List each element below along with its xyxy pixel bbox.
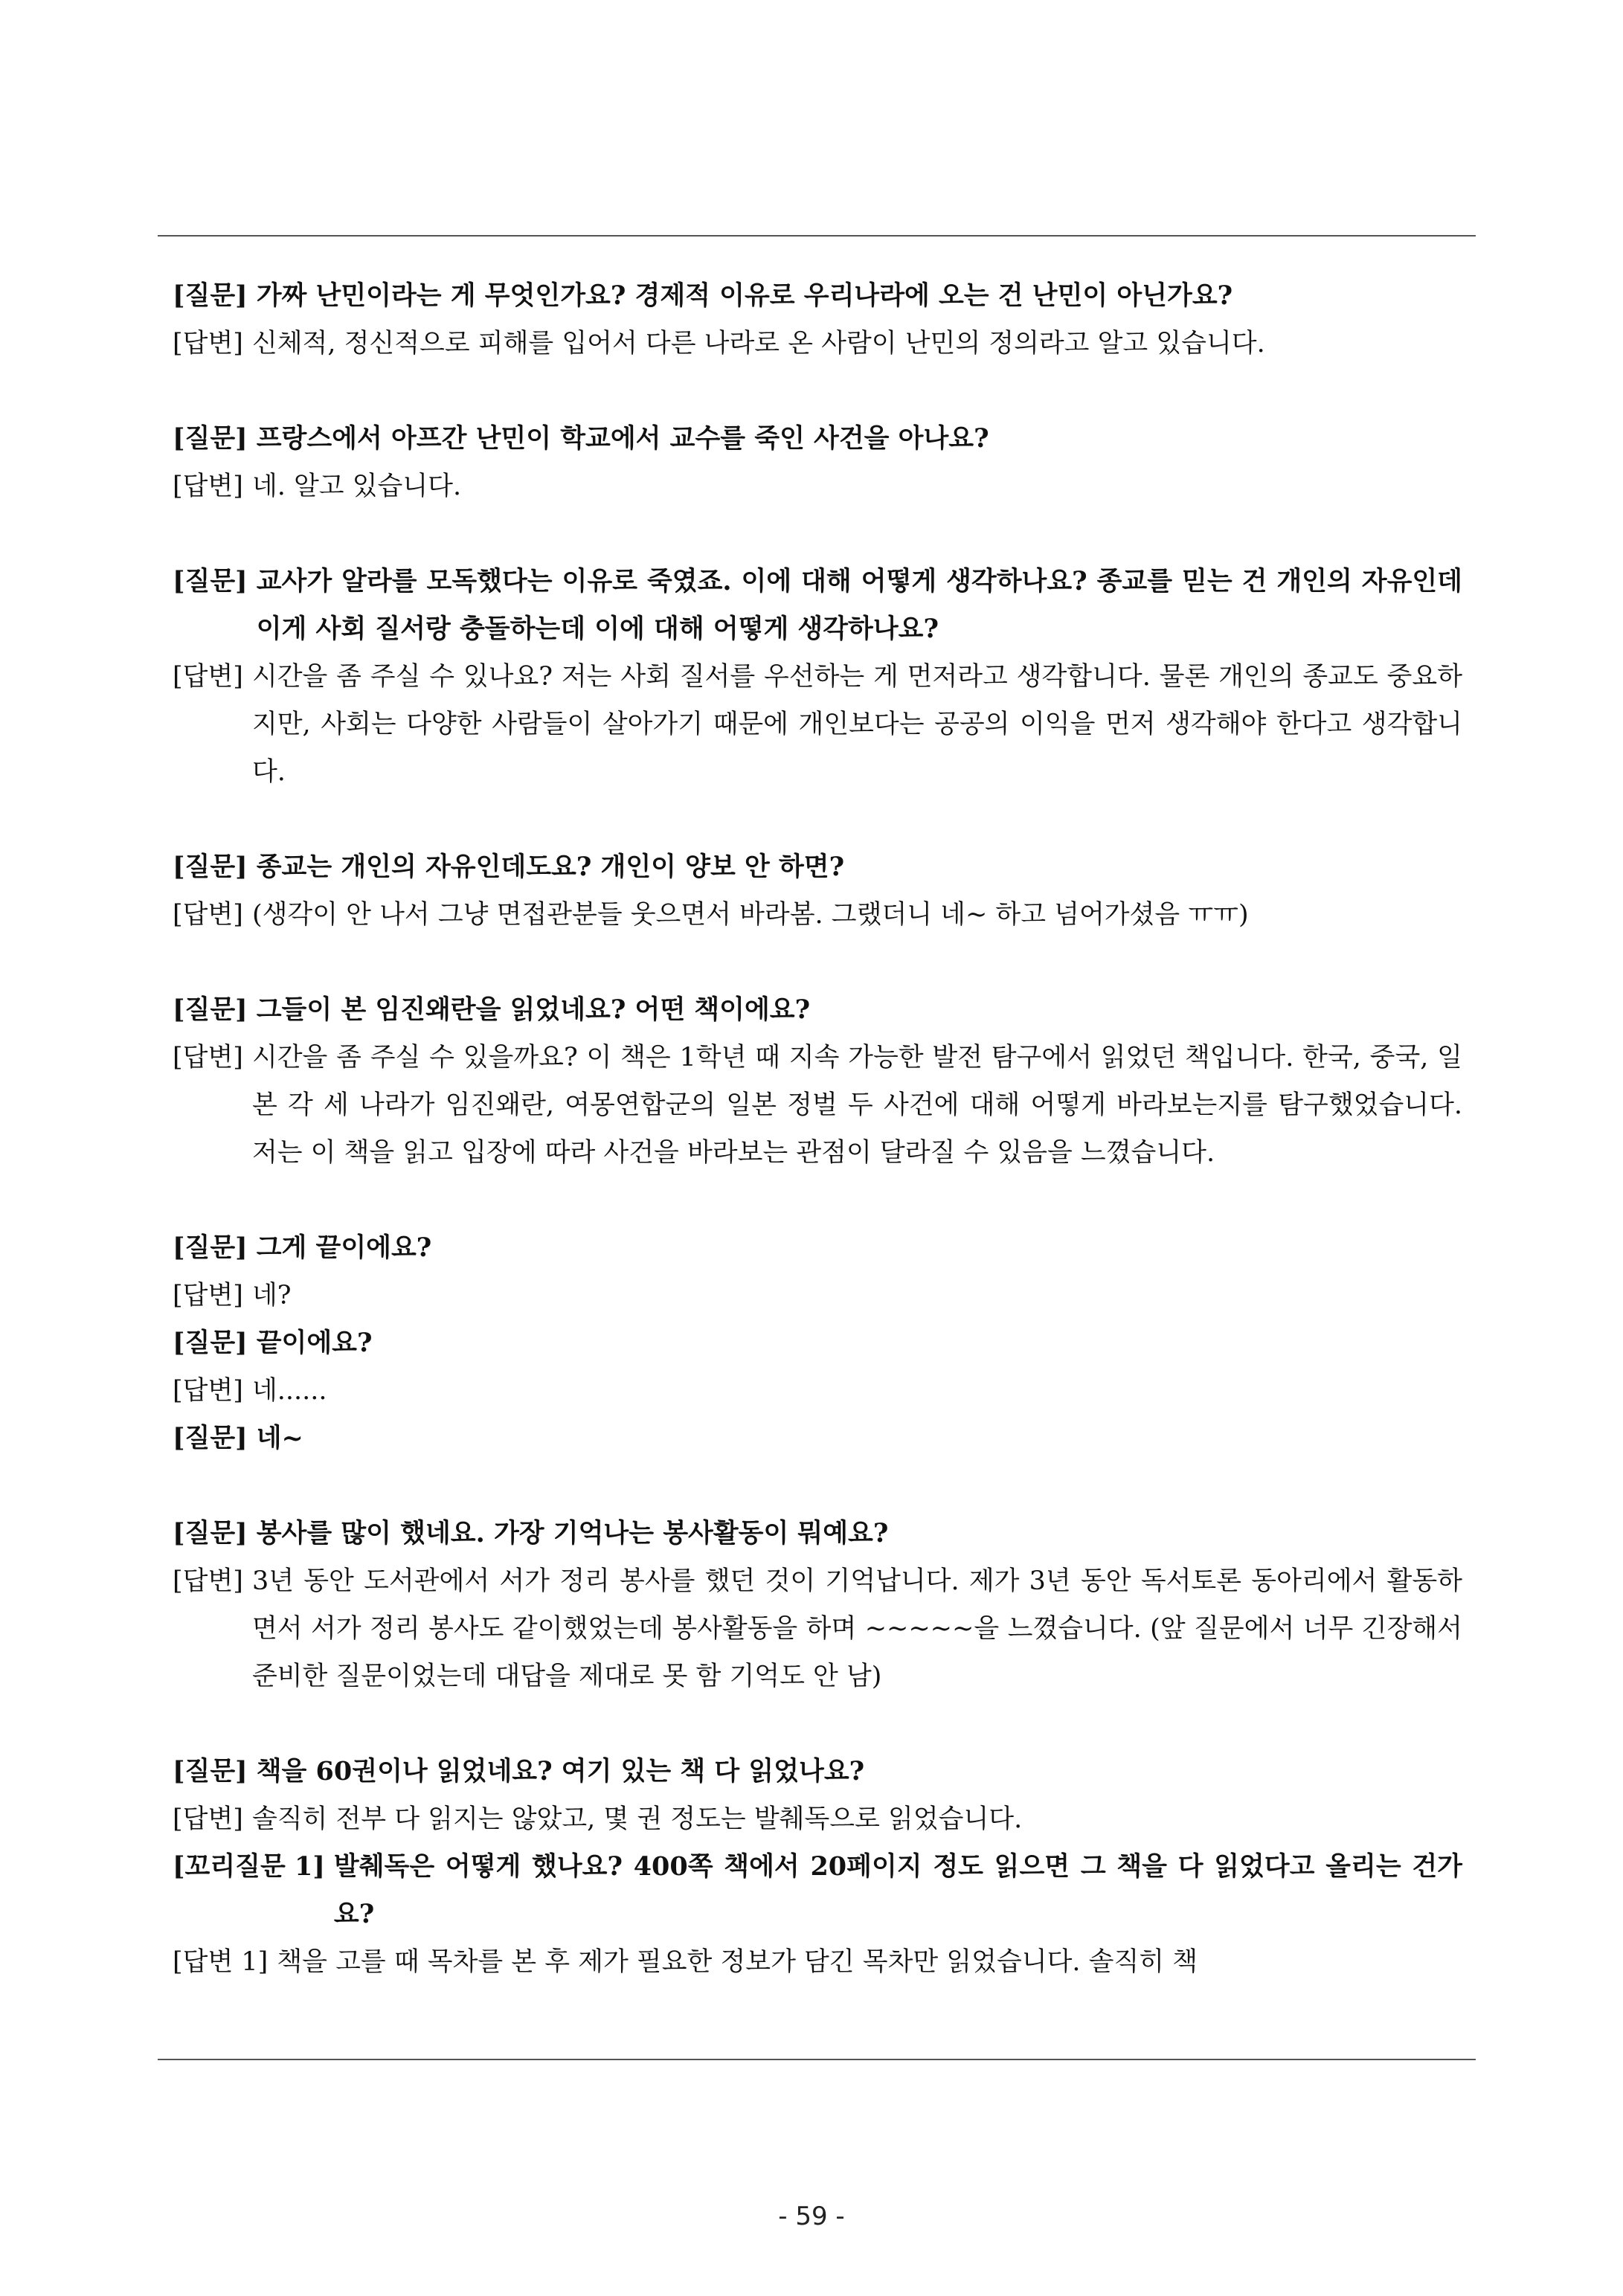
answer-text: 솔직히 전부 다 읽지는 않았고, 몇 권 정도는 발췌독으로 읽었습니다. <box>251 1804 1023 1834</box>
followup-question <box>173 1843 1462 1938</box>
followup-answer-text: 책을 고를 때 목차를 본 후 제가 필요한 정보가 담긴 목차만 읽었습니다. 솔직히 책 <box>277 1947 1198 1977</box>
answer-text: (생각이 안 나서 그냥 면접관분들 웃으면서 바라봄. 그랬더니 네~ 하고 넘어가셨음 ㅠㅠ) <box>251 900 1249 930</box>
qa-block <box>173 843 1462 939</box>
question-tag: [질문] <box>173 423 248 454</box>
answer-text: 3년 동안 도서관에서 서가 정리 봉사를 했던 것이 기억납니다. 제가 3년 동안 독서토론 동아리에서 활동하면서 서가 정리 봉사도 같이했었는데 봉사활동을 하며 ~~~~~을 느꼈습니다. (앞 질문에서 너무 긴장해서 준비한 질문이었는데 대답을 제대로 못 함 기억도 안 남) <box>251 1566 1462 1691</box>
question <box>173 1748 1462 1795</box>
question-text: 그들이 본 임진왜란을 읽었네요? 어떤 책이에요? <box>256 994 811 1025</box>
question-tag: [질문] <box>173 852 248 882</box>
answer-tag: [답변] <box>173 1043 243 1073</box>
followup-tag: [꼬리질문 1] <box>173 1851 325 1882</box>
question <box>173 415 1462 463</box>
question-text: 책을 60권이나 읽었네요? 여기 있는 책 다 읽었나요? <box>256 1756 865 1787</box>
interview-transcript <box>173 272 1462 1986</box>
qa-block <box>173 1748 1462 1986</box>
followup-question-text: 발췌독은 어떻게 했나요? 400쪽 책에서 20페이지 정도 읽으면 그 책을 다 읽었다고 올리는 건가요? <box>333 1851 1462 1929</box>
question-tag: [질문] <box>173 1756 248 1787</box>
answer <box>173 1034 1462 1177</box>
question <box>173 1224 1462 1272</box>
answer-text: 네? <box>251 1281 292 1311</box>
answer <box>173 891 1462 939</box>
answer-text: 신체적, 정신적으로 피해를 입어서 다른 나라로 온 사람이 난민의 정의라고 알고 있습니다. <box>251 329 1265 358</box>
answer-tag: [답변] <box>173 472 243 501</box>
question-tag: [질문] <box>173 1328 248 1358</box>
question-tag: [질문] <box>173 994 248 1025</box>
question <box>173 558 1462 653</box>
qa-block <box>173 415 1462 510</box>
answer-tag: [답변] <box>173 1566 243 1596</box>
qa-block <box>173 1224 1462 1462</box>
question-text: 봉사를 많이 했네요. 가장 기억나는 봉사활동이 뭐예요? <box>256 1518 889 1549</box>
question-text: 교사가 알라를 모독했다는 이유로 죽였죠. 이에 대해 어떻게 생각하나요? 종교를 믿는 건 개인의 자유인데 이게 사회 질서랑 충돌하는데 이에 대해 어떻게 생각하나요? <box>256 566 1462 644</box>
answer-text: 네...... <box>251 1376 327 1406</box>
question-tag: [질문] <box>173 566 248 596</box>
question-text: 그게 끝이에요? <box>256 1232 432 1263</box>
answer <box>173 1795 1462 1843</box>
question-text: 끝이에요? <box>256 1328 373 1358</box>
question-text: 종교는 개인의 자유인데도요? 개인이 양보 안 하면? <box>256 852 845 882</box>
followup-answer-tag: [답변 1] <box>173 1947 269 1977</box>
answer-tag: [답변] <box>173 900 243 930</box>
answer-tag: [답변] <box>173 329 243 358</box>
answer <box>173 1557 1462 1700</box>
answer-text: 네. 알고 있습니다. <box>251 472 462 501</box>
followup-answer <box>173 1938 1462 1986</box>
question-tag: [질문] <box>173 1518 248 1549</box>
answer <box>173 653 1462 796</box>
question <box>173 272 1462 320</box>
answer-tag: [답변] <box>173 1281 243 1311</box>
answer-text: 시간을 좀 주실 수 있나요? 저는 사회 질서를 우선하는 게 먼저라고 생각합니다. 물론 개인의 종교도 중요하지만, 사회는 다양한 사람들이 살아가기 때문에 개인보다는 공공의 이익을 먼저 생각해야 한다고 생각합니다. <box>251 662 1462 787</box>
answer <box>173 1272 1462 1319</box>
answer-tag: [답변] <box>173 1376 243 1406</box>
answer-tag: [답변] <box>173 1804 243 1834</box>
qa-block <box>173 986 1462 1177</box>
qa-block <box>173 558 1462 796</box>
header-rule <box>158 235 1476 237</box>
question-tag: [질문] <box>173 280 248 311</box>
footer-rule <box>158 2059 1476 2060</box>
question-text: 프랑스에서 아프간 난민이 학교에서 교수를 죽인 사건을 아나요? <box>256 423 989 454</box>
question <box>173 986 1462 1034</box>
question-tag: [질문] <box>173 1232 248 1263</box>
answer-tag: [답변] <box>173 662 243 692</box>
question <box>173 1319 1462 1367</box>
qa-block <box>173 272 1462 367</box>
question-text: 네~ <box>256 1423 303 1453</box>
question <box>173 1415 1462 1462</box>
answer <box>173 1367 1462 1415</box>
question-text: 가짜 난민이라는 게 무엇인가요? 경제적 이유로 우리나라에 오는 건 난민이 아닌가요? <box>256 280 1233 311</box>
qa-block <box>173 1510 1462 1700</box>
question-tag: [질문] <box>173 1423 248 1453</box>
question <box>173 843 1462 891</box>
page-number: - 59 - <box>778 2202 845 2231</box>
answer <box>173 320 1462 367</box>
question <box>173 1510 1462 1557</box>
answer <box>173 463 1462 510</box>
answer-text: 시간을 좀 주실 수 있을까요? 이 책은 1학년 때 지속 가능한 발전 탐구에서 읽었던 책입니다. 한국, 중국, 일본 각 세 나라가 임진왜란, 여몽연합군의 일본 정벌 두 사건에 대해 어떻게 바라보는지를 탐구했었습니다. 저는 이 책을 읽고 입장에 따라 사건을 바라보는 관점이 달라질 수 있음을 느꼈습니다. <box>251 1043 1462 1168</box>
